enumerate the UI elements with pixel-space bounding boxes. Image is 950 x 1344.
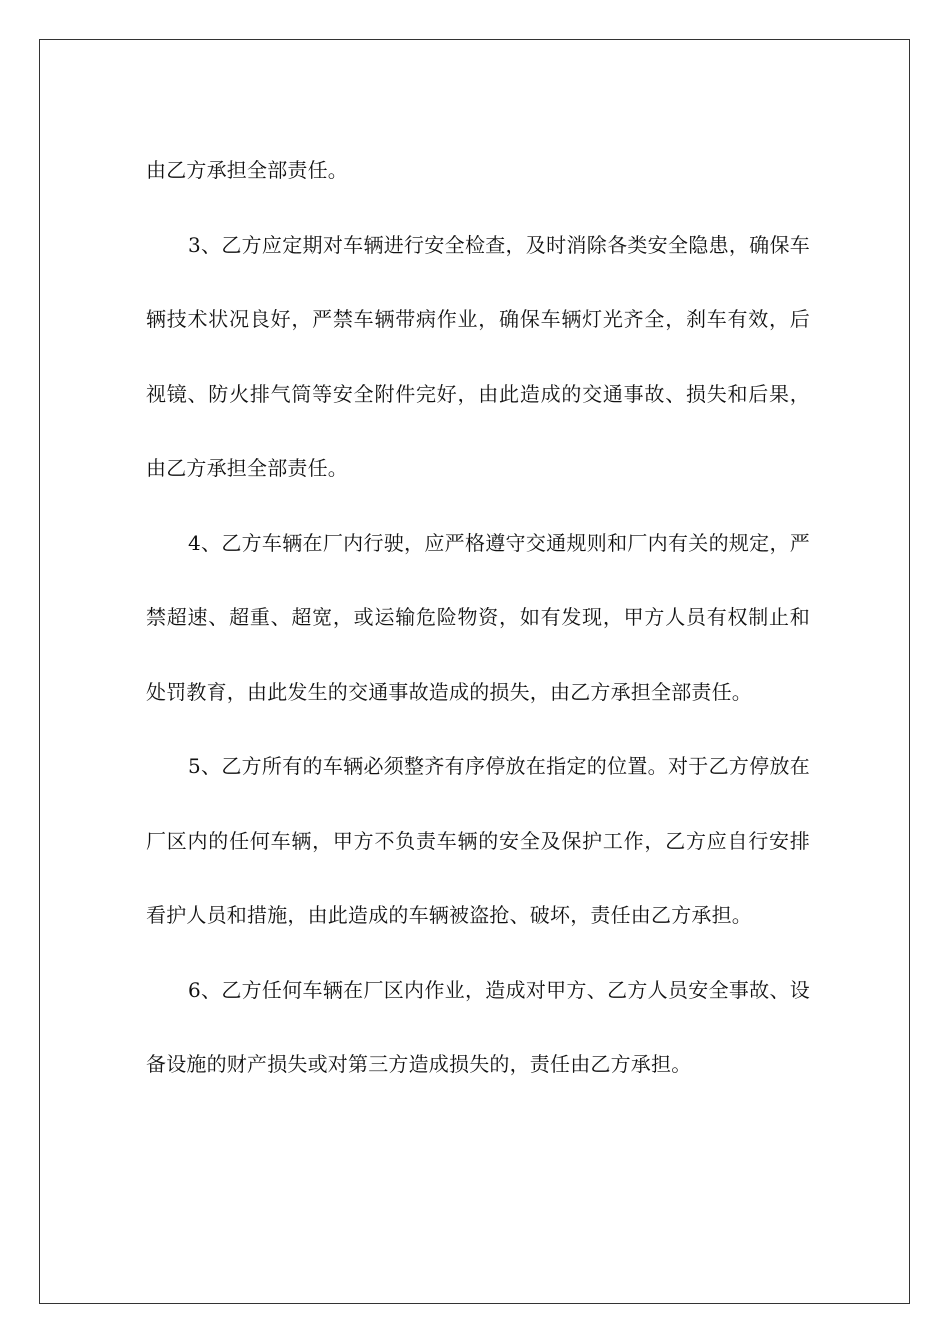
- paragraph-clause-6: 6、乙方任何车辆在厂区内作业，造成对甲方、乙方人员安全事故、设备设施的财产损失或对第三方造成损失的，责任由乙方承担。: [146, 977, 810, 1076]
- document-body: [146, 133, 810, 1102]
- paragraph-clause-5: 5、乙方所有的车辆必须整齐有序停放在指定的位置。对于乙方停放在厂区内的任何车辆，甲方不负责车辆的安全及保护工作，乙方应自行安排看护人员和措施，由此造成的车辆被盗抢、破坏，责任由乙方承担。: [146, 754, 810, 927]
- paragraph-continuation: 由乙方承担全部责任。: [146, 158, 348, 182]
- paragraph-clause-4: 4、乙方车辆在厂内行驶，应严格遵守交通规则和厂内有关的规定，严禁超速、超重、超宽，或运输危险物资，如有发现，甲方人员有权制止和处罚教育，由此发生的交通事故造成的损失，由乙方承担全部责任。: [146, 530, 810, 704]
- paragraph-clause-3: 3、乙方应定期对车辆进行安全检查，及时消除各类安全隐患，确保车辆技术状况良好，严禁车辆带病作业，确保车辆灯光齐全，刹车有效，后视镜、防火排气筒等安全附件完好，由此造成的交通事故、损失和后果，由乙方承担全部责任。: [146, 232, 810, 480]
